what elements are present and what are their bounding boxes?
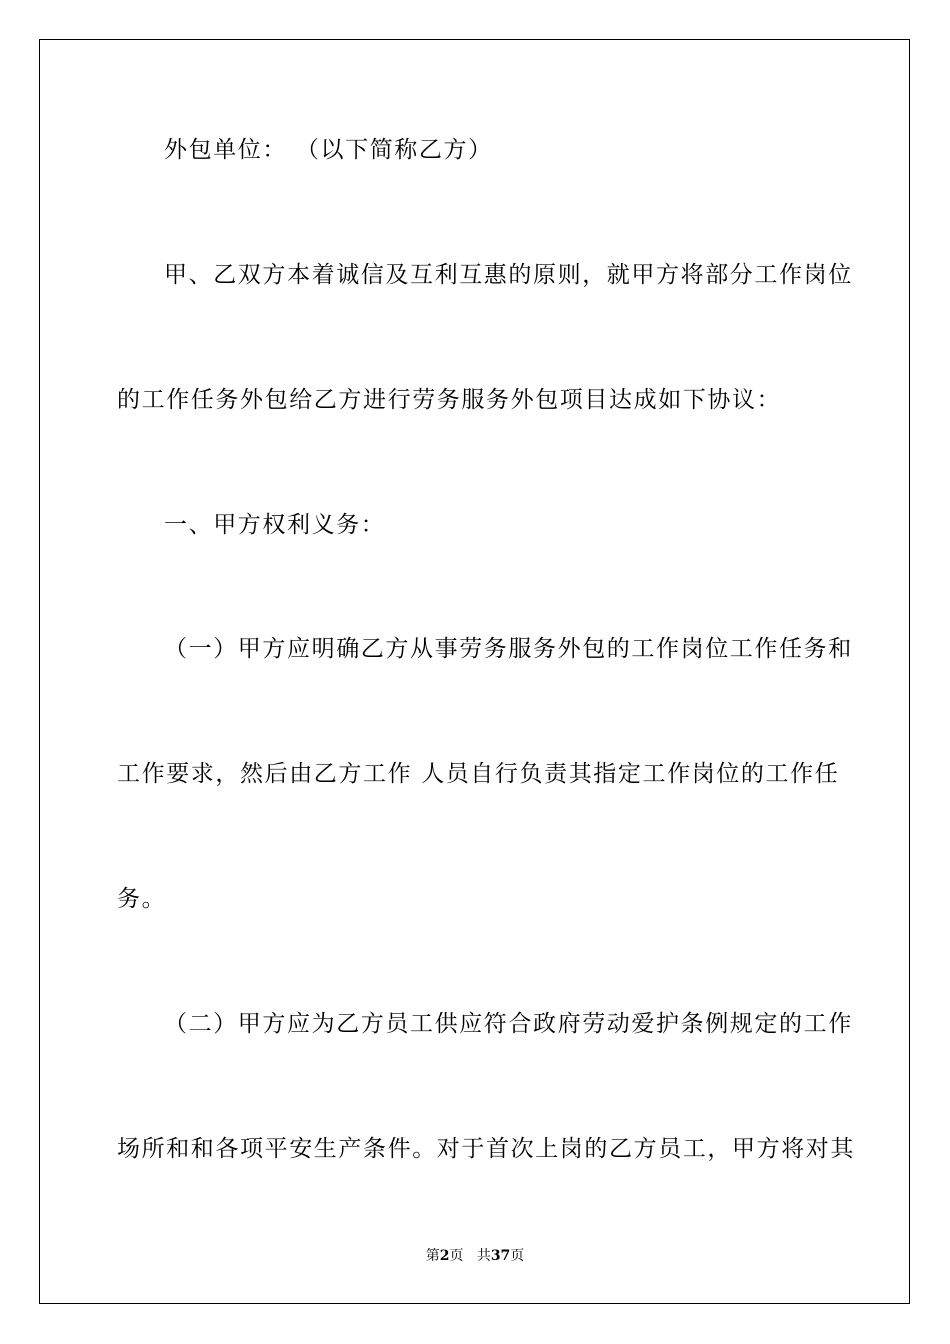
paragraph-line-clause-1-b: 工作要求，然后由乙方工作 人员自行负责其指定工作岗位的工作任: [117, 761, 840, 787]
page-number: 2: [439, 1248, 450, 1264]
paragraph-line-clause-2-a: （二）甲方应为乙方员工供应符合政府劳动爱护条例规定的工作: [164, 1011, 853, 1037]
page-footer: [0, 1247, 950, 1265]
total-suffix: 页: [510, 1248, 525, 1264]
page-border: [39, 39, 910, 1304]
paragraph-line-clause-1-a: （一）甲方应明确乙方从事劳务服务外包的工作岗位工作任务和: [164, 636, 853, 662]
paragraph-line-clause-2-b: 场所和和各项平安生产条件。对于首次上岗的乙方员工，甲方将对其: [117, 1136, 855, 1162]
paragraph-line-outsourcing-unit: 外包单位： （以下简称乙方）: [164, 137, 493, 163]
total-prefix: 共: [476, 1248, 491, 1264]
paragraph-line-intro-1: 甲、乙双方本着诚信及互利互惠的原则，就甲方将部分工作岗位: [164, 262, 853, 288]
page-prefix: 第: [425, 1248, 440, 1264]
page-suffix: 页: [449, 1248, 464, 1264]
total-pages: 37: [490, 1248, 511, 1264]
paragraph-line-clause-1-c: 务。: [117, 886, 167, 912]
section-heading-party-a-rights: 一、甲方权利义务：: [164, 512, 386, 538]
paragraph-line-intro-2: 的工作任务外包给乙方进行劳务服务外包项目达成如下协议：: [117, 387, 782, 413]
